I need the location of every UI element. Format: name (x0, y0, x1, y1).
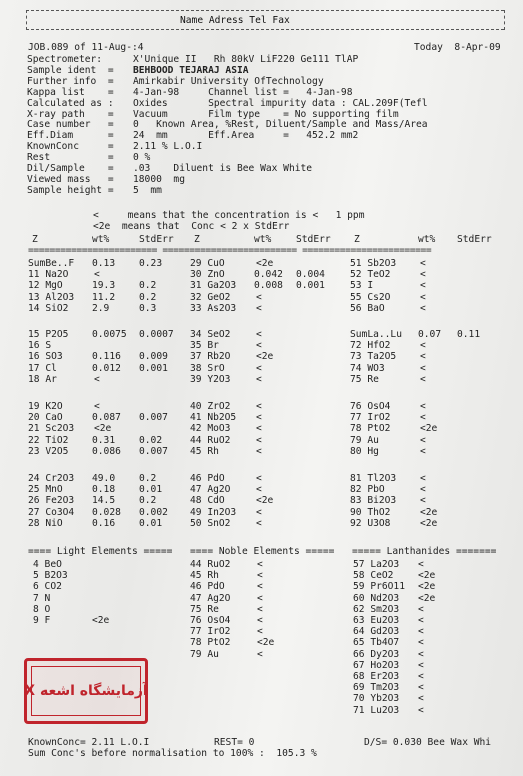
element-wt: < (420, 302, 426, 314)
element-name: 24 Cr2O3 (28, 473, 75, 484)
noble-element-value: < (257, 570, 263, 582)
info-value: 0 Known Area, %Rest, Diluent/Sample and Mass/Area (133, 119, 428, 131)
noble-elements-title: ==== Noble Elements ===== (190, 546, 335, 557)
element-wt: < (420, 445, 426, 457)
lanthanide-value: < (418, 671, 424, 682)
element-stderr: 0.3 (139, 302, 157, 314)
element-name: 39 Y2O3 (190, 373, 231, 385)
lanthanide-value: < (418, 603, 424, 615)
info-value: .03 Diluent is Bee Wax White (133, 163, 313, 174)
element-wt: < (256, 506, 262, 518)
element-stderr: 0.02 (139, 434, 163, 446)
element-stderr: 0.009 (139, 351, 168, 363)
lanthanide-value: <2e (418, 570, 436, 582)
element-wt: < (94, 401, 100, 412)
light-element-name: 9 F (33, 615, 51, 626)
element-name: 34 SeO2 (190, 329, 231, 340)
element-name: 37 Rb2O (190, 351, 231, 363)
element-name: 18 Ar (28, 373, 57, 385)
lanthanide-name: 63 Eu2O3 (353, 615, 400, 626)
legend-line-1: < means that the concentration is < 1 ppm (93, 210, 365, 221)
lanthanide-name: 57 La2O3 (353, 559, 400, 570)
header-title: Name Adress Tel Fax (180, 15, 290, 26)
lanthanide-value: < (418, 637, 424, 649)
noble-element-name: 76 OsO4 (190, 615, 231, 626)
noble-element-name: 75 Re (190, 603, 219, 615)
element-name: 25 MnO (28, 484, 63, 496)
element-stderr: 0.2 (139, 495, 157, 507)
noble-element-value: < (257, 615, 263, 626)
info-label: Rest = (27, 152, 114, 164)
header-box-bottom (26, 29, 504, 30)
element-wt: < (256, 517, 262, 529)
element-wt: < (256, 423, 262, 435)
element-wt: < (256, 412, 262, 424)
element-wt: < (420, 401, 426, 412)
info-label: Sample height = (27, 184, 114, 196)
info-label: Sample ident = (27, 64, 114, 76)
lanthanide-value: < (418, 682, 424, 694)
info-label: Viewed mass = (27, 173, 114, 185)
element-wt: < (420, 495, 426, 507)
element-name: 47 Ag2O (190, 484, 231, 496)
info-label: Dil/Sample = (27, 163, 114, 174)
element-wt: 0.028 (92, 506, 121, 518)
noble-element-name: 47 Ag2O (190, 592, 231, 604)
element-wt: < (420, 340, 426, 352)
column-header-stderr: StdErr (457, 234, 492, 245)
lanthanide-name: 66 Dy2O3 (353, 648, 400, 660)
header-box-right (504, 10, 505, 30)
element-name: 53 I (350, 280, 374, 292)
element-wt: 0.042 (254, 269, 283, 281)
element-name: 52 TeO2 (350, 269, 391, 281)
element-wt: < (256, 302, 262, 314)
info-value: 24 mm Eff.Area = 452.2 mm2 (133, 130, 359, 142)
info-value: Vacuum Film type = No supporting film (133, 108, 399, 120)
element-wt: 49.0 (92, 473, 116, 484)
lanthanide-name: 60 Nd2O3 (353, 592, 400, 604)
element-name: 56 BaO (350, 302, 385, 314)
element-wt: < (256, 373, 262, 385)
lanthanide-value: < (418, 648, 424, 660)
header-box-top (26, 10, 504, 11)
noble-element-value: < (257, 592, 263, 604)
light-elements-title: ==== Light Elements ===== (28, 546, 173, 557)
light-element-name: 7 N (33, 592, 51, 604)
element-name: 17 Cl (28, 362, 57, 374)
element-stderr: 0.2 (139, 473, 157, 484)
element-wt: < (256, 291, 262, 303)
element-name: 78 PtO2 (350, 423, 391, 435)
element-name: 27 Co3O4 (28, 506, 75, 518)
noble-element-value: < (257, 626, 263, 638)
today-date: Today 8-Apr-09 (414, 42, 501, 53)
lanthanide-value: < (418, 704, 424, 716)
element-name: 41 Nb2O5 (190, 412, 237, 424)
element-wt: <2e (256, 258, 274, 269)
element-name: 72 HfO2 (350, 340, 391, 352)
element-name: SumBe..F (28, 258, 75, 269)
element-wt: < (256, 329, 262, 340)
column-header-wt: wt% (418, 234, 436, 245)
lab-stamp-inner (24, 666, 148, 716)
element-name: 55 Cs2O (350, 291, 391, 303)
element-wt: < (94, 269, 100, 281)
element-stderr: 0.2 (139, 280, 157, 292)
light-element-name: 8 O (33, 603, 51, 615)
element-name: 83 Bi2O3 (350, 495, 397, 507)
info-value: 4-Jan-98 Channel list = 4-Jan-98 (133, 86, 353, 98)
column-header-wt: wt% (92, 234, 110, 245)
element-name: SumLa..Lu (350, 329, 402, 340)
element-wt: 0.16 (92, 517, 116, 529)
element-name: 29 CuO (190, 258, 225, 269)
element-stderr: 0.007 (139, 445, 168, 457)
info-label: Calculated as : (27, 97, 114, 109)
element-stderr: 0.001 (139, 362, 168, 374)
element-name: 20 CaO (28, 412, 63, 424)
footer-known-conc: KnownConc= 2.11 L.O.I (28, 737, 150, 748)
footer-rest: REST= 0 (214, 737, 255, 748)
element-stderr: 0.2 (139, 291, 157, 303)
element-name: 33 As2O3 (190, 302, 237, 314)
element-wt: < (420, 258, 426, 269)
lanthanide-value: < (418, 615, 424, 626)
info-label: Eff.Diam = (27, 130, 114, 142)
lanthanide-name: 67 Ho2O3 (353, 659, 400, 671)
footer-sum-conc: Sum Conc's before normalisation to 100% : 105.3 % (28, 748, 317, 759)
element-name: 31 Ga2O3 (190, 280, 237, 292)
element-stderr: 0.001 (296, 280, 325, 292)
element-wt: 0.116 (92, 351, 121, 363)
info-label: Kappa list = (27, 86, 114, 98)
element-name: 28 NiO (28, 517, 63, 529)
element-name: 13 Al2O3 (28, 291, 75, 303)
lanthanide-value: <2e (418, 592, 436, 604)
element-stderr: 0.007 (139, 412, 168, 424)
element-wt: <2e (256, 495, 274, 507)
lanthanide-name: 69 Tm2O3 (353, 682, 400, 694)
element-wt: < (256, 434, 262, 446)
element-wt: < (256, 340, 262, 352)
table-header-rule: ======================== ========================= ======================== (28, 245, 432, 256)
element-stderr: 0.23 (139, 258, 163, 269)
element-wt: < (94, 373, 100, 385)
light-element-value: <2e (92, 615, 110, 626)
element-wt: < (420, 484, 426, 496)
element-stderr: 0.01 (139, 484, 163, 496)
element-wt: 0.07 (418, 329, 442, 340)
noble-element-name: 45 Rh (190, 570, 219, 582)
info-value: Oxides Spectral impurity data : CAL.209F(Tefl (133, 97, 428, 109)
lanthanides-title: ===== Lanthanides ======= (352, 546, 497, 557)
element-wt: < (420, 280, 426, 292)
element-stderr: 0.01 (139, 517, 163, 529)
element-wt: < (420, 473, 426, 484)
element-name: 23 V2O5 (28, 445, 69, 457)
column-header-wt: wt% (254, 234, 272, 245)
element-stderr: 0.11 (457, 329, 481, 340)
element-wt: < (420, 373, 426, 385)
element-name: 16 S (28, 340, 52, 352)
noble-element-value: < (257, 603, 263, 615)
lanthanide-name: 65 Tb4O7 (353, 637, 400, 649)
light-element-name: 5 B2O3 (33, 570, 68, 582)
noble-element-name: 46 PdO (190, 581, 225, 593)
element-wt: < (420, 291, 426, 303)
job-line: JOB.089 of 11-Aug-:4 (28, 42, 144, 53)
column-header-z: Z (354, 234, 360, 245)
element-name: 46 PdO (190, 473, 225, 484)
info-value: 18000 mg (133, 173, 185, 185)
footer-diluent-sample: D/S= 0.030 Bee Wax Whi (364, 737, 492, 748)
lanthanide-name: 58 CeO2 (353, 570, 394, 582)
element-name: 42 MoO3 (190, 423, 231, 435)
element-stderr: 0.0007 (139, 329, 174, 340)
column-header-z: Z (32, 234, 38, 245)
lanthanide-name: 68 Er2O3 (353, 671, 400, 682)
element-wt: 0.012 (92, 362, 121, 374)
element-name: 19 K2O (28, 401, 63, 412)
element-name: 49 In2O3 (190, 506, 237, 518)
noble-element-value: < (257, 559, 263, 570)
element-name: 38 SrO (190, 362, 225, 374)
legend-line-2: <2e means that Conc < 2 x StdErr (93, 221, 290, 232)
element-name: 26 Fe2O3 (28, 495, 75, 507)
element-name: 30 ZnO (190, 269, 225, 281)
element-name: 45 Rh (190, 445, 219, 457)
info-value: Amirkabir University OfTechnology (133, 75, 324, 87)
element-wt: <2e (420, 517, 438, 529)
lanthanide-value: < (418, 559, 424, 570)
element-wt: 0.18 (92, 484, 116, 496)
element-wt: < (256, 473, 262, 484)
lanthanide-value: < (418, 693, 424, 705)
element-name: 14 SiO2 (28, 302, 69, 314)
element-name: 80 Hg (350, 445, 379, 457)
element-name: 82 PbO (350, 484, 385, 496)
column-header-stderr: StdErr (139, 234, 174, 245)
element-wt: < (256, 401, 262, 412)
element-name: 48 CdO (190, 495, 225, 507)
header-box-left (26, 10, 27, 30)
lanthanide-name: 71 Lu2O3 (353, 704, 400, 716)
element-wt: < (420, 434, 426, 446)
element-wt: 19.3 (92, 280, 116, 292)
lanthanide-name: 64 Gd2O3 (353, 626, 400, 638)
element-name: 51 Sb2O3 (350, 258, 397, 269)
element-wt: < (420, 412, 426, 424)
element-wt: 2.9 (92, 302, 110, 314)
element-name: 76 OsO4 (350, 401, 391, 412)
info-value: 0 % (133, 152, 151, 164)
element-wt: < (256, 484, 262, 496)
noble-element-name: 79 Au (190, 648, 219, 660)
noble-element-value: < (257, 648, 263, 660)
noble-element-value: < (257, 581, 263, 593)
element-name: 12 MgO (28, 280, 63, 292)
info-label: KnownConc = (27, 141, 114, 153)
element-wt: < (420, 269, 426, 281)
element-wt: 0.087 (92, 412, 121, 424)
element-name: 40 ZrO2 (190, 401, 231, 412)
element-name: 79 Au (350, 434, 379, 446)
element-wt: < (256, 362, 262, 374)
element-name: 15 P2O5 (28, 329, 69, 340)
lab-stamp (24, 658, 148, 724)
noble-element-value: <2e (257, 637, 275, 649)
lanthanide-value: < (418, 659, 424, 671)
element-wt: < (420, 351, 426, 363)
element-wt: 0.31 (92, 434, 116, 446)
info-value: BEHBOOD TEJARAJ ASIA (133, 64, 249, 76)
element-name: 32 GeO2 (190, 291, 231, 303)
lanthanide-name: 59 Pr6O11 (353, 581, 405, 593)
element-wt: <2e (420, 423, 438, 435)
element-name: 35 Br (190, 340, 219, 352)
element-name: 21 Sc2O3 (28, 423, 75, 435)
element-name: 73 Ta2O5 (350, 351, 397, 363)
lanthanide-value: < (418, 626, 424, 638)
element-wt: < (256, 445, 262, 457)
lanthanide-name: 70 Yb2O3 (353, 693, 400, 705)
element-name: 22 TiO2 (28, 434, 69, 446)
element-wt: 0.008 (254, 280, 283, 292)
column-header-stderr: StdErr (296, 234, 331, 245)
element-wt: 11.2 (92, 291, 116, 303)
element-name: 74 WO3 (350, 362, 385, 374)
element-wt: 0.086 (92, 445, 121, 457)
element-wt: 0.13 (92, 258, 116, 269)
info-label: Further info = (27, 75, 114, 87)
element-wt: 14.5 (92, 495, 116, 507)
noble-element-name: 77 IrO2 (190, 626, 231, 638)
element-name: 75 Re (350, 373, 379, 385)
info-label: Spectrometer: (27, 54, 103, 65)
element-name: 50 SnO2 (190, 517, 231, 529)
element-stderr: 0.002 (139, 506, 168, 518)
info-value: 2.11 % L.O.I (133, 141, 203, 153)
column-header-z: Z (194, 234, 200, 245)
lanthanide-name: 62 Sm2O3 (353, 603, 400, 615)
info-value: X'Unique II Rh 80kV LiF220 Ge111 TlAP (133, 54, 359, 65)
light-element-name: 6 CO2 (33, 581, 62, 593)
lab-stamp-text: آزمایشگاه اشعه X (24, 683, 148, 699)
element-name: 77 IrO2 (350, 412, 391, 424)
element-wt: <2e (94, 423, 112, 435)
element-name: 16 SO3 (28, 351, 63, 363)
element-name: 81 Tl2O3 (350, 473, 397, 484)
info-label: Case number = (27, 119, 114, 131)
element-name: 92 U3O8 (350, 517, 391, 529)
element-name: 90 ThO2 (350, 506, 391, 518)
info-label: X-ray path = (27, 108, 114, 120)
element-name: 11 Na2O (28, 269, 69, 281)
info-value: 5 mm (133, 184, 162, 196)
noble-element-name: 44 RuO2 (190, 559, 231, 570)
noble-element-name: 78 PtO2 (190, 637, 231, 649)
element-stderr: 0.004 (296, 269, 325, 281)
element-wt: <2e (256, 351, 274, 363)
element-wt: <2e (420, 506, 438, 518)
element-wt: < (420, 362, 426, 374)
element-wt: 0.0075 (92, 329, 127, 340)
light-element-name: 4 BeO (33, 559, 62, 570)
element-name: 44 RuO2 (190, 434, 231, 446)
lanthanide-value: <2e (418, 581, 436, 593)
